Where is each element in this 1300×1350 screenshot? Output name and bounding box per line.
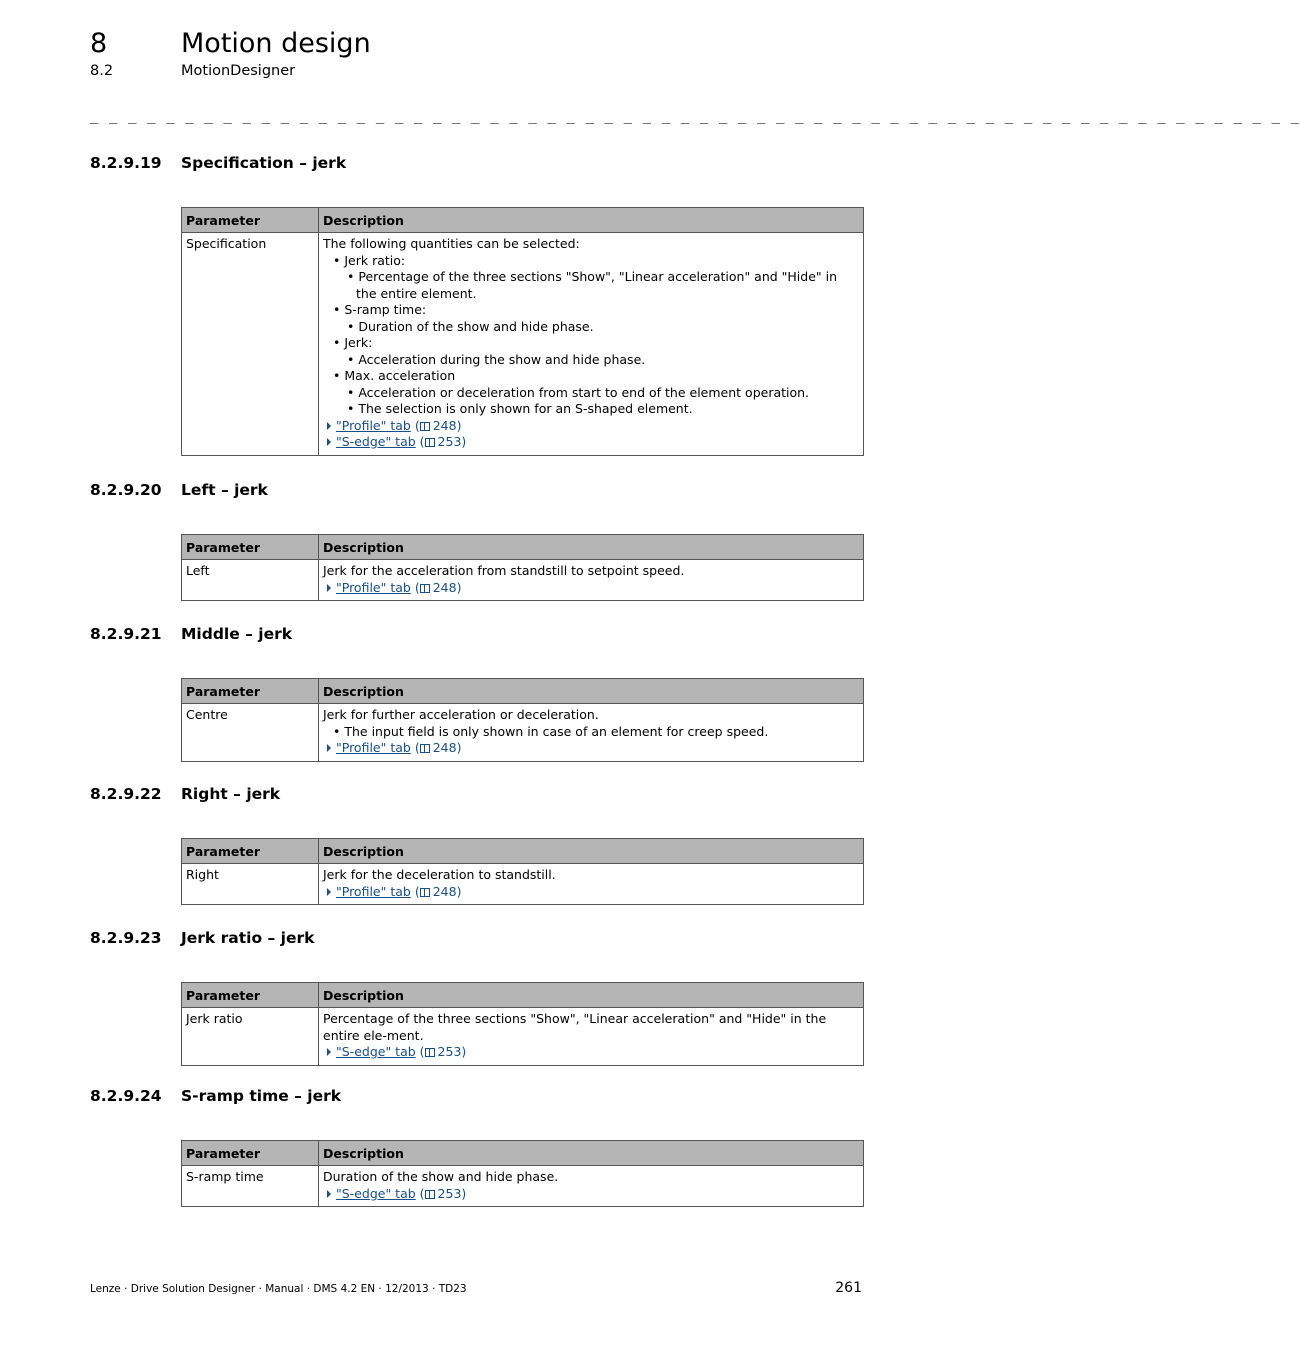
sedge-tab-link-line: "S-edge" tab ( 253) bbox=[323, 1186, 859, 1203]
parameter-table bbox=[181, 678, 864, 762]
arrow-right-icon bbox=[327, 744, 331, 752]
section-heading-number: 8.2.9.20 bbox=[90, 481, 162, 499]
parameter-table bbox=[181, 838, 864, 905]
parameter-table bbox=[181, 982, 864, 1066]
section-heading-title: Jerk ratio – jerk bbox=[181, 929, 315, 947]
sedge-tab-link[interactable]: "S-edge" tab bbox=[336, 434, 416, 449]
book-icon bbox=[420, 888, 430, 897]
section-heading-number: 8.2.9.23 bbox=[90, 929, 162, 947]
sedge-tab-link-line: "S-edge" tab ( 253) bbox=[323, 434, 859, 451]
list-subitem: • Acceleration or deceleration from start to end of the element operation. bbox=[347, 384, 810, 400]
page-reference[interactable]: 253 bbox=[437, 1185, 462, 1201]
footer-text: Lenze · Drive Solution Designer · Manual · DMS 4.2 EN · 12/2013 · TD23 bbox=[90, 1283, 467, 1295]
page-number: 261 bbox=[835, 1280, 862, 1296]
parameter-cell: S-ramp time bbox=[182, 1166, 319, 1207]
sedge-tab-link[interactable]: "S-edge" tab bbox=[336, 1044, 416, 1059]
description-cell bbox=[319, 1166, 864, 1207]
profile-tab-link-line: "Profile" tab ( 248) bbox=[323, 884, 859, 901]
table-row bbox=[182, 864, 864, 905]
arrow-right-icon bbox=[327, 1190, 331, 1198]
section-heading-title: Right – jerk bbox=[181, 785, 281, 803]
section-title: MotionDesigner bbox=[181, 63, 296, 79]
description-cell bbox=[319, 704, 864, 762]
page-reference[interactable]: 248 bbox=[432, 579, 457, 595]
arrow-right-icon bbox=[327, 888, 331, 896]
column-header-parameter: Parameter bbox=[182, 208, 319, 233]
description-intro: The following quantities can be selected: bbox=[323, 236, 580, 251]
book-icon bbox=[420, 584, 430, 593]
list-subitem: • Duration of the show and hide phase. bbox=[347, 318, 594, 334]
page-reference[interactable]: 248 bbox=[432, 417, 457, 433]
column-header-description: Description bbox=[319, 983, 864, 1008]
parameter-table bbox=[181, 1140, 864, 1207]
column-header-description: Description bbox=[319, 208, 864, 233]
description-text: Duration of the show and hide phase. bbox=[323, 1169, 559, 1184]
profile-tab-link[interactable]: "Profile" tab bbox=[336, 417, 411, 433]
book-icon bbox=[425, 438, 435, 447]
description-cell bbox=[319, 560, 864, 601]
table-row bbox=[182, 1166, 864, 1207]
chapter-title: Motion design bbox=[181, 28, 371, 59]
section-heading-number: 8.2.9.21 bbox=[90, 625, 162, 643]
column-header-description: Description bbox=[319, 1141, 864, 1166]
section-heading-number: 8.2.9.22 bbox=[90, 785, 162, 803]
parameter-cell: Specification bbox=[182, 233, 319, 456]
table-row bbox=[182, 1008, 864, 1066]
book-icon bbox=[425, 1048, 435, 1057]
arrow-right-icon bbox=[327, 422, 331, 430]
list-item: • Jerk ratio: bbox=[333, 252, 406, 268]
profile-tab-link-line: "Profile" tab ( 248) bbox=[323, 418, 859, 435]
arrow-right-icon bbox=[327, 1048, 331, 1056]
section-number: 8.2 bbox=[90, 63, 114, 79]
book-icon bbox=[425, 1190, 435, 1199]
column-header-parameter: Parameter bbox=[182, 1141, 319, 1166]
parameter-cell: Centre bbox=[182, 704, 319, 762]
list-item: • S-ramp time: bbox=[333, 302, 427, 317]
profile-tab-link[interactable]: "Profile" tab bbox=[336, 883, 411, 899]
list-item: • Jerk: bbox=[333, 335, 373, 350]
description-text: Jerk for the deceleration to standstill. bbox=[323, 867, 556, 882]
column-header-description: Description bbox=[319, 839, 864, 864]
list-subitem: • Percentage of the three sections "Show", "Linear acceleration" and "Hide" in the entire element. bbox=[347, 269, 838, 301]
parameter-cell: Right bbox=[182, 864, 319, 905]
description-cell bbox=[319, 1008, 864, 1066]
parameter-cell: Left bbox=[182, 560, 319, 601]
column-header-parameter: Parameter bbox=[182, 679, 319, 704]
profile-tab-link-line: "Profile" tab ( 248) bbox=[323, 740, 859, 757]
list-subitem: • The selection is only shown for an S-shaped element. bbox=[347, 401, 693, 416]
profile-tab-link-line: "Profile" tab ( 248) bbox=[323, 580, 859, 597]
page-reference[interactable]: 248 bbox=[432, 740, 457, 755]
description-text: Jerk for the acceleration from standstill to setpoint speed. bbox=[323, 563, 685, 578]
table-row bbox=[182, 560, 864, 601]
arrow-right-icon bbox=[327, 584, 331, 592]
section-heading-title: S-ramp time – jerk bbox=[181, 1087, 342, 1105]
column-header-description: Description bbox=[319, 535, 864, 560]
list-subitem: • Acceleration during the show and hide phase. bbox=[347, 351, 646, 367]
page-reference[interactable]: 253 bbox=[437, 1044, 462, 1059]
chapter-number: 8 bbox=[90, 28, 108, 59]
section-heading-title: Specification – jerk bbox=[181, 154, 347, 172]
parameter-table bbox=[181, 534, 864, 601]
list-item: • The input field is only shown in case of an element for creep speed. bbox=[333, 723, 769, 739]
description-text: Jerk for further acceleration or deceleration. bbox=[323, 707, 599, 722]
column-header-description: Description bbox=[319, 679, 864, 704]
description-text: Percentage of the three sections "Show", "Linear acceleration" and "Hide" in the entire ele-ment. bbox=[323, 1011, 827, 1043]
header-separator: _ _ _ _ _ _ _ _ _ _ _ _ _ _ _ _ _ _ _ _ _ _ _ _ _ _ _ _ _ _ _ _ _ _ _ _ _ _ _ _ _ _ _ _ _ _ _ _ _ _ _ _ _ _ _ _ _ _ _ _ _ _ _ _ bbox=[90, 108, 1300, 124]
profile-tab-link[interactable]: "Profile" tab bbox=[336, 740, 411, 755]
book-icon bbox=[420, 744, 430, 753]
profile-tab-link[interactable]: "Profile" tab bbox=[336, 579, 411, 595]
parameter-cell: Jerk ratio bbox=[182, 1008, 319, 1066]
column-header-parameter: Parameter bbox=[182, 839, 319, 864]
parameter-table bbox=[181, 207, 864, 456]
section-heading-number: 8.2.9.19 bbox=[90, 154, 162, 172]
table-row bbox=[182, 233, 864, 456]
section-heading-title: Left – jerk bbox=[181, 481, 268, 499]
section-heading-title: Middle – jerk bbox=[181, 625, 293, 643]
column-header-parameter: Parameter bbox=[182, 983, 319, 1008]
sedge-tab-link-line: "S-edge" tab ( 253) bbox=[323, 1044, 859, 1061]
list-item: • Max. acceleration bbox=[333, 368, 456, 383]
page-reference[interactable]: 253 bbox=[437, 434, 462, 449]
column-header-parameter: Parameter bbox=[182, 535, 319, 560]
sedge-tab-link[interactable]: "S-edge" tab bbox=[336, 1185, 416, 1201]
description-cell bbox=[319, 233, 864, 456]
table-row bbox=[182, 704, 864, 762]
description-cell bbox=[319, 864, 864, 905]
book-icon bbox=[420, 422, 430, 431]
arrow-right-icon bbox=[327, 438, 331, 446]
page-reference[interactable]: 248 bbox=[432, 883, 457, 899]
section-heading-number: 8.2.9.24 bbox=[90, 1087, 162, 1105]
